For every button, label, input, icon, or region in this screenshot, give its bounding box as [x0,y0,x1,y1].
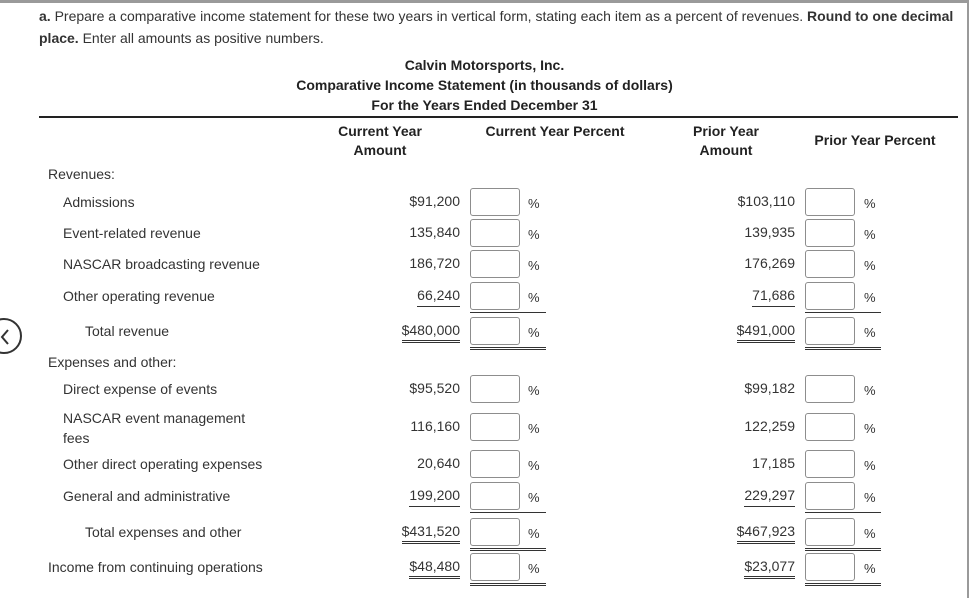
company-name: Calvin Motorsports, Inc. [404,57,565,73]
percent-underline [805,583,881,586]
current-year-amount: 66,240 [417,287,460,307]
current-year-amount: $48,480 [409,558,460,579]
back-button[interactable] [0,318,22,354]
percent-symbol: % [864,490,876,505]
col-prior-year-percent: Prior Year Percent [814,132,936,148]
current-year-amount: $480,000 [402,322,460,343]
percent-underline [470,548,546,551]
row-label: Other direct operating expenses [63,456,263,472]
percent-symbol: % [528,458,540,473]
row-label: Total expenses and other [85,524,242,540]
percent-symbol: % [528,290,540,305]
current-year-amount: $91,200 [409,193,460,209]
current-year-amount: 20,640 [417,455,460,471]
col-cy-line2: Amount [353,142,407,158]
prior-year-amount: $467,923 [737,523,795,544]
current-year-amount: $431,520 [402,523,460,544]
percent-underline [805,312,881,313]
percent-symbol: % [864,227,876,242]
prior-year-percent-input[interactable] [805,413,855,441]
prior-year-amount: 229,297 [744,487,795,507]
current-year-amount: 135,840 [409,224,460,240]
prior-year-amount: 122,259 [744,418,795,434]
prior-year-amount: $491,000 [737,322,795,343]
prior-year-percent-input[interactable] [805,188,855,216]
percent-symbol: % [528,526,540,541]
top-border [0,0,969,3]
current-year-percent-input[interactable] [470,375,520,403]
col-py-line2: Amount [699,142,753,158]
percent-symbol: % [864,325,876,340]
percent-symbol: % [528,258,540,273]
header-rule [39,116,958,118]
section-revenues: Revenues: [48,166,115,182]
percent-symbol: % [864,526,876,541]
row-label: Direct expense of events [63,381,218,397]
chevron-left-icon [0,329,10,345]
prior-year-percent-input[interactable] [805,518,855,546]
percent-symbol: % [528,383,540,398]
prior-year-percent-input[interactable] [805,450,855,478]
percent-symbol: % [864,421,876,436]
current-year-percent-input[interactable] [470,317,520,345]
prior-year-percent-input[interactable] [805,219,855,247]
current-year-percent-input[interactable] [470,282,520,310]
row-label: Total revenue [85,323,170,339]
prior-year-amount: $103,110 [737,193,795,209]
percent-symbol: % [528,561,540,576]
row-label: Admissions [63,194,135,210]
percent-underline [805,512,881,513]
prior-year-percent-input[interactable] [805,553,855,581]
percent-symbol: % [528,490,540,505]
current-year-percent-input[interactable] [470,450,520,478]
prior-year-amount: $23,077 [744,558,795,579]
prior-year-amount: $99,182 [744,380,795,396]
percent-symbol: % [864,561,876,576]
prior-year-amount: 17,185 [752,455,795,471]
percent-underline [470,512,546,513]
row-label: Other operating revenue [63,288,215,304]
instructions [39,5,954,49]
current-year-percent-input[interactable] [470,250,520,278]
instruction-text-end: Enter all amounts as positive numbers. [78,30,324,46]
prior-year-percent-input[interactable] [805,317,855,345]
row-label: Event-related revenue [63,225,201,241]
percent-symbol: % [864,290,876,305]
col-prior-year-amount [670,122,782,160]
row-label: Income from continuing operations [48,559,263,575]
part-label: a. [39,8,51,24]
prior-year-percent-input[interactable] [805,250,855,278]
current-year-percent-input[interactable] [470,413,520,441]
percent-symbol: % [528,196,540,211]
percent-symbol: % [864,196,876,211]
prior-year-amount: 71,686 [752,287,795,307]
percent-symbol: % [528,227,540,242]
percent-underline [470,347,546,350]
current-year-amount: 186,720 [409,255,460,271]
current-year-percent-input[interactable] [470,219,520,247]
col-current-year-percent: Current Year Percent [485,123,625,139]
current-year-percent-input[interactable] [470,518,520,546]
percent-underline [805,548,881,551]
statement-period: For the Years Ended December 31 [371,97,598,113]
row-label: General and administrative [63,488,231,504]
current-year-amount: 199,200 [409,487,460,507]
row-label: NASCAR event management fees [63,410,246,446]
prior-year-percent-input[interactable] [805,375,855,403]
col-cy-line1: Current Year [338,123,422,139]
current-year-percent-input[interactable] [470,482,520,510]
prior-year-percent-input[interactable] [805,282,855,310]
col-current-year-amount [320,122,440,160]
percent-symbol: % [528,421,540,436]
prior-year-percent-input[interactable] [805,482,855,510]
instruction-text: Prepare a comparative income statement for these two years in vertical form, stating each item as a percent of revenues. [50,8,808,24]
current-year-amount: $95,520 [409,380,460,396]
current-year-percent-input[interactable] [470,188,520,216]
percent-symbol: % [864,458,876,473]
col-py-line1: Prior Year [693,123,759,139]
percent-underline [470,312,546,313]
percent-underline [470,583,546,586]
row-label: NASCAR broadcasting revenue [63,256,260,272]
percent-symbol: % [528,325,540,340]
prior-year-amount: 139,935 [744,224,795,240]
instruction-bold: Round to one decimal place. [39,8,954,46]
section-expenses: Expenses and other: [48,354,177,370]
percent-symbol: % [864,383,876,398]
current-year-percent-input[interactable] [470,553,520,581]
prior-year-amount: 176,269 [744,255,795,271]
percent-symbol: % [864,258,876,273]
percent-underline [805,347,881,350]
statement-title: Comparative Income Statement (in thousands of dollars) [296,77,673,93]
current-year-amount: 116,160 [410,418,460,434]
